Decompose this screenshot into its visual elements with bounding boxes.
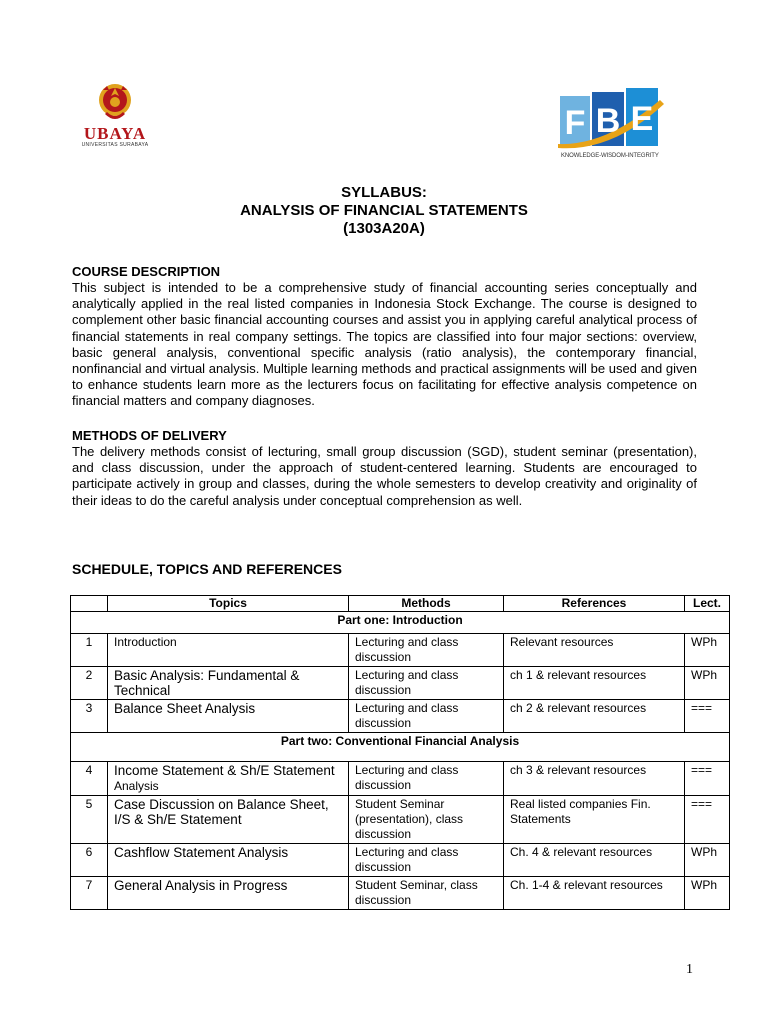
part-row bbox=[71, 733, 730, 762]
fbe-letter-e: E bbox=[630, 100, 654, 138]
row-reference: ch 3 & relevant resources bbox=[504, 762, 685, 796]
row-topic: Case Discussion on Balance Sheet, I/S & Sh/E Statement bbox=[108, 796, 349, 844]
row-reference: Relevant resources bbox=[504, 634, 685, 667]
row-num: 3 bbox=[71, 700, 108, 733]
row-method: Lecturing and class discussion bbox=[349, 844, 504, 877]
fbe-letter-b: B bbox=[595, 102, 621, 140]
title-line-1: SYLLABUS: bbox=[341, 184, 427, 201]
table-row bbox=[71, 634, 730, 667]
row-lecturer: === bbox=[685, 796, 730, 844]
row-topic: Balance Sheet Analysis bbox=[108, 700, 349, 733]
row-num: 1 bbox=[71, 634, 108, 667]
part-one-label: Part one: Introduction bbox=[71, 612, 730, 634]
ubaya-name: UBAYA bbox=[83, 124, 147, 143]
row-lecturer: === bbox=[685, 762, 730, 796]
row-num: 6 bbox=[71, 844, 108, 877]
row-topic-main: Income Statement & Sh/E Statement bbox=[114, 763, 335, 778]
schedule-table bbox=[70, 595, 730, 910]
title-line-3: (1303A20A) bbox=[343, 220, 425, 237]
part-row bbox=[71, 612, 730, 634]
header-references: References bbox=[504, 596, 685, 612]
row-topic: Cashflow Statement Analysis bbox=[108, 844, 349, 877]
row-lecturer: WPh bbox=[685, 667, 730, 700]
row-method: Student Seminar, class discussion bbox=[349, 877, 504, 910]
schedule-heading: SCHEDULE, TOPICS AND REFERENCES bbox=[72, 561, 342, 577]
course-description-text: This subject is intended to be a comprehensive study of financial accounting series conceptually and analytically applied in the real listed companies in Indonesia Stock Exchange. The course is designed to complement other basic financial accounting courses and assist you in applying careful analytical process of financial statements in real company settings. The topics are classified into four major sections: overview, basic general analysis, conventional specific analysis (ratio analysis), the contemporary financial, nonfinancial and virtual analysis. Multiple learning methods and practical assignments will be used and given to enhance students learn more as the lecturers focus on facilitating for effective analysis competence on financial matters and company diagnoses. bbox=[72, 280, 697, 409]
row-topic bbox=[108, 762, 349, 796]
table-row bbox=[71, 762, 730, 796]
header-lect: Lect. bbox=[685, 596, 730, 612]
ubaya-logo bbox=[70, 80, 160, 160]
row-topic: General Analysis in Progress bbox=[108, 877, 349, 910]
table-row bbox=[71, 700, 730, 733]
row-method: Lecturing and class discussion bbox=[349, 700, 504, 733]
row-topic: Basic Analysis: Fundamental & Technical bbox=[108, 667, 349, 700]
row-lecturer: WPh bbox=[685, 634, 730, 667]
table-row bbox=[71, 796, 730, 844]
row-reference: Ch. 4 & relevant resources bbox=[504, 844, 685, 877]
methods-of-delivery-heading: METHODS OF DELIVERY bbox=[72, 428, 227, 443]
table-row bbox=[71, 877, 730, 910]
part-two-label: Part two: Conventional Financial Analysis bbox=[71, 733, 730, 762]
row-topic-continued: Analysis bbox=[114, 779, 159, 793]
table-row bbox=[71, 667, 730, 700]
page-number: 1 bbox=[686, 962, 693, 977]
ubaya-emblem-icon bbox=[95, 80, 135, 126]
row-reference: Real listed companies Fin. Statements bbox=[504, 796, 685, 844]
row-num: 7 bbox=[71, 877, 108, 910]
row-reference: ch 1 & relevant resources bbox=[504, 667, 685, 700]
row-topic: Introduction bbox=[108, 634, 349, 667]
row-reference: Ch. 1-4 & relevant resources bbox=[504, 877, 685, 910]
title-line-2: ANALYSIS OF FINANCIAL STATEMENTS bbox=[240, 202, 528, 219]
course-description-heading: COURSE DESCRIPTION bbox=[72, 264, 221, 279]
row-num: 4 bbox=[71, 762, 108, 796]
syllabus-title bbox=[0, 184, 768, 238]
row-lecturer: WPh bbox=[685, 877, 730, 910]
fbe-tagline: KNOWLEDGE-WISDOM-INTEGRITY bbox=[561, 153, 659, 159]
row-method: Lecturing and class discussion bbox=[349, 667, 504, 700]
row-method: Lecturing and class discussion bbox=[349, 634, 504, 667]
table-row bbox=[71, 844, 730, 877]
fbe-mark-icon bbox=[556, 88, 668, 152]
ubaya-subtitle: UNIVERSITAS SURABAYA bbox=[81, 142, 149, 148]
table-header-row bbox=[71, 596, 730, 612]
fbe-logo bbox=[556, 88, 668, 164]
row-lecturer: === bbox=[685, 700, 730, 733]
row-method: Lecturing and class discussion bbox=[349, 762, 504, 796]
row-lecturer: WPh bbox=[685, 844, 730, 877]
header-topics: Topics bbox=[108, 596, 349, 612]
row-method: Student Seminar (presentation), class discussion bbox=[349, 796, 504, 844]
row-num: 2 bbox=[71, 667, 108, 700]
row-num: 5 bbox=[71, 796, 108, 844]
fbe-letter-f: F bbox=[564, 104, 586, 142]
methods-of-delivery-text: The delivery methods consist of lecturing, small group discussion (SGD), student seminar (presentation), and class discussion, under the approach of student-centered learning. Students are encouraged to participate actively in group and classes, during the whole semesters to develop creativity and originality of their ideas to do the careful analysis under conceptual comprehension as well. bbox=[72, 444, 697, 508]
row-reference: ch 2 & relevant resources bbox=[504, 700, 685, 733]
header-methods: Methods bbox=[349, 596, 504, 612]
header-num bbox=[71, 596, 108, 612]
